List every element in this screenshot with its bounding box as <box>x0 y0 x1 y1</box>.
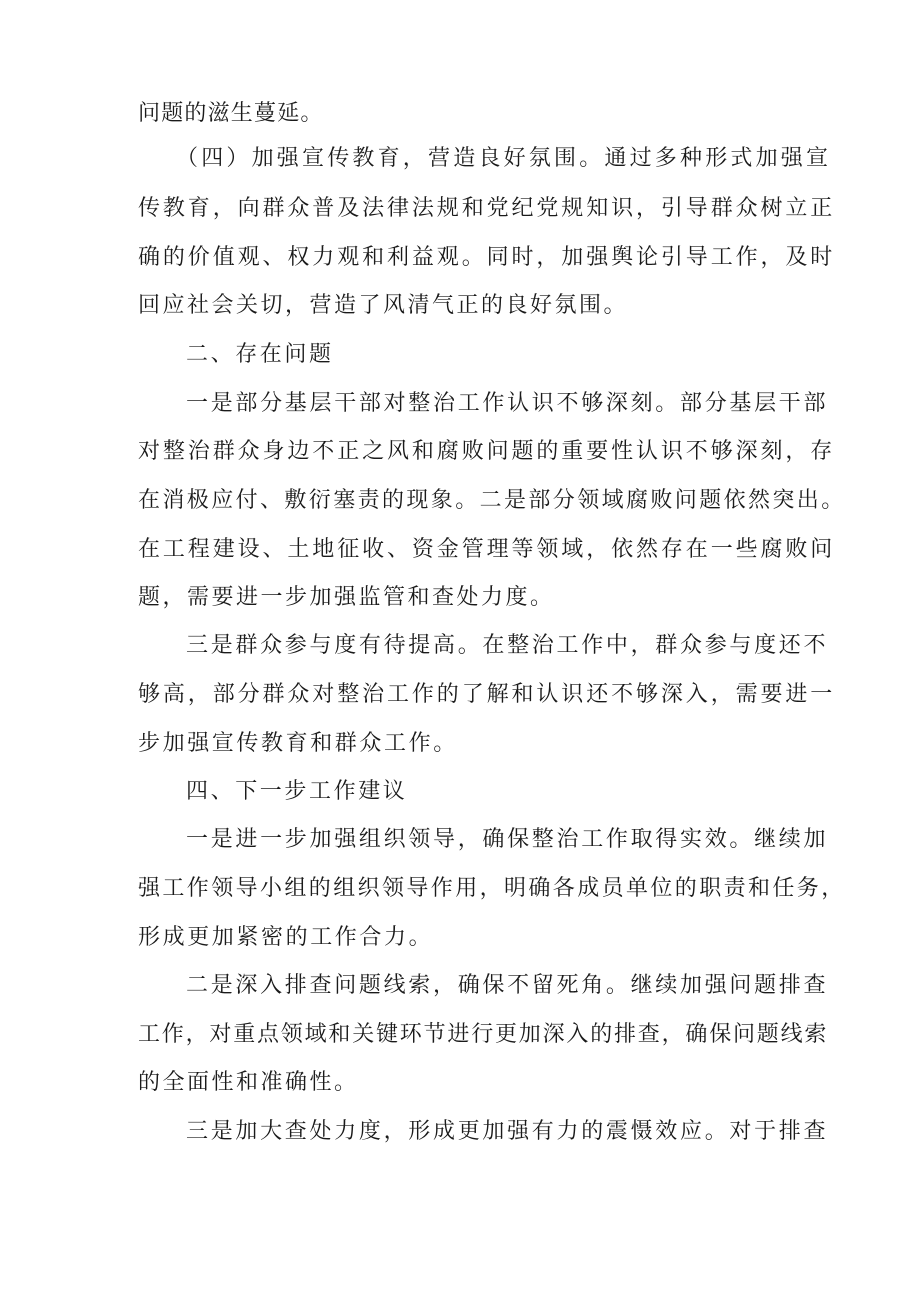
text-line: 问题的滋生蔓延。 <box>138 101 324 126</box>
text-line: 三是群众参与度有待提高。在整治工作中，群众参与度还不 <box>186 633 829 658</box>
text-line: 传教育，向群众普及法律法规和党纪党规知识，引导群众树立正 <box>138 196 836 221</box>
text-line: （四）加强宣传教育，营造良好氛围。通过多种形式加强宣 <box>176 146 832 171</box>
text-line: 题，需要进一步加强监管和查处力度。 <box>138 585 555 610</box>
text-line: 确的价值观、权力观和利益观。同时，加强舆论引导工作，及时 <box>138 245 836 270</box>
text-line: 步加强宣传教育和群众工作。 <box>138 731 458 756</box>
section-heading: 四、下一步工作建议 <box>186 779 408 804</box>
text-line: 一是进一步加强组织领导，确保整治工作取得实效。继续加 <box>186 827 829 852</box>
section-heading: 二、存在问题 <box>186 342 334 367</box>
text-line: 的全面性和准确性。 <box>138 1070 359 1095</box>
text-line: 在消极应付、敷衍塞责的现象。二是部分领域腐败问题依然突出。 <box>138 488 846 513</box>
text-line: 对整治群众身边不正之风和腐败问题的重要性认识不够深刻，存 <box>138 439 836 464</box>
text-line: 形成更加紧密的工作合力。 <box>138 925 434 950</box>
text-line: 够高，部分群众对整治工作的了解和认识还不够深入，需要进一 <box>138 682 836 707</box>
text-line: 在工程建设、土地征收、资金管理等领域，依然存在一些腐败问 <box>138 537 836 562</box>
text-line: 强工作领导小组的组织领导作用，明确各成员单位的职责和任务， <box>138 876 846 901</box>
text-line: 一是部分基层干部对整治工作认识不够深刻。部分基层干部 <box>186 391 829 416</box>
text-line: 工作，对重点领域和关键环节进行更加深入的排查，确保问题线索 <box>138 1022 829 1047</box>
text-line: 二是深入排查问题线索，确保不留死角。继续加强问题排查 <box>186 973 829 998</box>
text-line: 三是加大查处力度，形成更加强有力的震慑效应。对于排查 <box>186 1119 829 1144</box>
text-line: 回应社会关切，营造了风清气正的良好氛围。 <box>138 293 629 318</box>
